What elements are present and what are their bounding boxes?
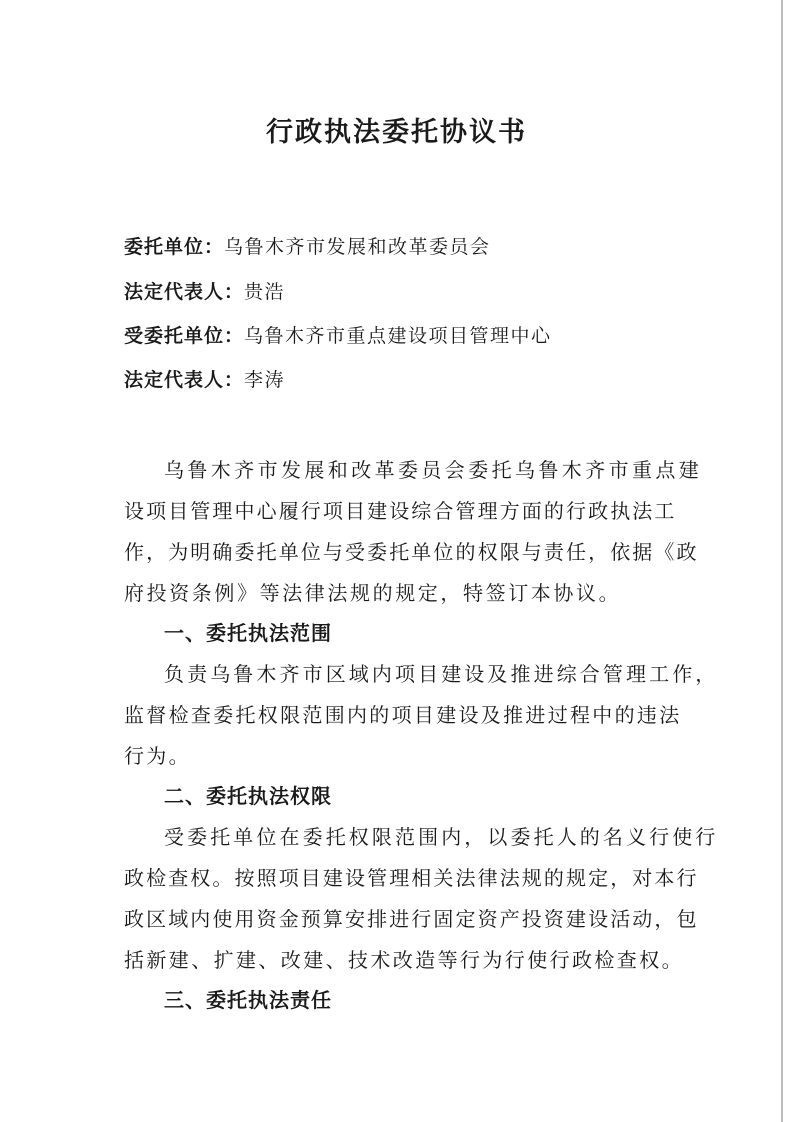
party-agent-representative-label: 法定代表人： xyxy=(124,369,245,391)
intro-line: 设项目管理中心履行项目建设综合管理方面的行政执法工 xyxy=(124,499,677,523)
party-principal-representative xyxy=(124,277,285,304)
section-heading: 二、委托执法权限 xyxy=(164,784,332,808)
party-agent-representative xyxy=(124,365,285,392)
party-principal-value: 乌鲁木齐市发展和改革委员会 xyxy=(224,236,491,258)
section-heading: 一、委托执法范围 xyxy=(164,621,332,645)
party-principal-representative-label: 法定代表人： xyxy=(124,281,245,303)
party-agent-value: 乌鲁木齐市重点建设项目管理中心 xyxy=(244,325,552,347)
intro-line: 府投资条例》等法律法规的规定，特签订本协议。 xyxy=(124,581,622,605)
party-principal-representative-value: 贵浩 xyxy=(244,281,286,303)
section-body-line: 政检查权。按照项目建设管理相关法律法规的规定，对本行 xyxy=(124,866,699,890)
section-body-line: 负责乌鲁木齐市区域内项目建设及推进综合管理工作， xyxy=(164,662,719,686)
intro-line: 作，为明确委托单位与受委托单位的权限与责任，依据《政 xyxy=(124,540,699,564)
section-body-line: 行为。 xyxy=(124,744,191,768)
document-title: 行政执法委托协议书 xyxy=(266,117,527,148)
party-principal-label: 委托单位： xyxy=(124,236,225,258)
intro-line: 乌鲁木齐市发展和改革委员会委托乌鲁木齐市重点建 xyxy=(164,458,703,482)
page-edge-line xyxy=(781,0,783,1122)
section-body-line: 括新建、扩建、改建、技术改造等行为行使行政检查权。 xyxy=(124,948,684,972)
party-agent xyxy=(124,321,552,348)
party-agent-label: 受委托单位： xyxy=(124,325,245,347)
section-heading: 三、委托执法责任 xyxy=(164,988,332,1012)
party-principal xyxy=(124,232,491,259)
section-body-line: 受委托单位在委托权限范围内，以委托人的名义行使行 xyxy=(164,825,719,849)
section-body-line: 监督检查委托权限范围内的项目建设及推进过程中的违法 xyxy=(124,703,682,727)
party-agent-representative-value: 李涛 xyxy=(244,369,286,391)
section-body-line: 政区域内使用资金预算安排进行固定资产投资建设活动，包 xyxy=(124,907,699,931)
